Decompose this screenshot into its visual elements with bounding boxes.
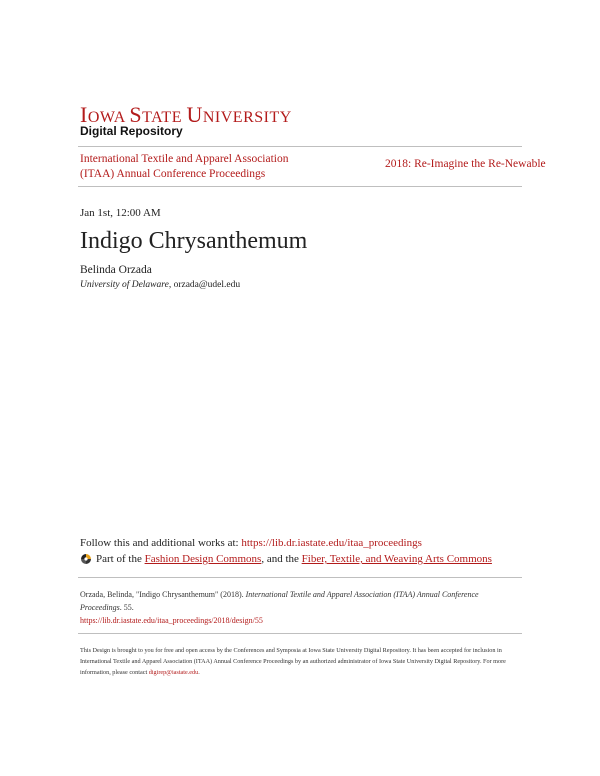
affiliation-email: , orzada@udel.edu: [168, 280, 241, 290]
citation-journal: International Textile and Apparel Association (ITAA) Annual Conference Proceedings: [80, 590, 479, 612]
header-bottom-divider: [78, 186, 522, 187]
contact-email-link[interactable]: digirep@iastate.edu: [148, 669, 199, 676]
citation-url-link[interactable]: https://lib.dr.iastate.edu/itaa_proceedings/2018/design/55: [80, 616, 263, 625]
logo-letters: NIVERSITY: [202, 109, 292, 126]
commons-network-icon: [80, 553, 92, 565]
logo-letter: I: [80, 102, 88, 127]
follow-line: [80, 537, 422, 549]
author-affiliation: [80, 280, 240, 290]
follow-prefix: Follow this and additional works at:: [80, 537, 242, 549]
logo-letters: OWA: [87, 109, 130, 126]
part-of-middle: , and the: [261, 553, 299, 565]
logo-letter: U: [186, 102, 203, 127]
header-top-divider: [78, 146, 522, 147]
affiliation-institution: University of Delaware: [80, 280, 169, 290]
citation-suffix: . 55.: [119, 603, 134, 612]
logo-subtitle: Digital Repository: [80, 124, 183, 138]
notice-top-divider: [78, 633, 522, 634]
citation-prefix: Orzada, Belinda, "Indigo Chrysanthemum" (2018).: [80, 590, 246, 599]
series-name-link[interactable]: International Textile and Apparel Association (ITAA) Annual Conference Proceedings: [80, 153, 289, 180]
citation-top-divider: [78, 577, 522, 578]
fashion-design-commons-link[interactable]: Fashion Design Commons: [144, 553, 262, 565]
proceedings-url-link[interactable]: https://lib.dr.iastate.edu/itaa_proceedings: [241, 537, 422, 549]
issue-name-link[interactable]: 2018: Re-Imagine the Re-Newable: [385, 158, 546, 170]
notice-text: This Design is brought to you for free and open access by the Conferences and Symposia at Iowa State University Digital Repository. It has been accepted for inclusion in International Textile and Apparel Association (ITAA) Annual Conference Proceedings by an authorized administrator of Iowa State University Digital Repository. For more information, please contact: [80, 647, 506, 676]
part-of-line: [80, 553, 492, 565]
article-date: Jan 1st, 12:00 AM: [80, 207, 161, 219]
fiber-textile-commons-link[interactable]: Fiber, Textile, and Weaving Arts Commons: [301, 553, 492, 565]
article-author: Belinda Orzada: [80, 264, 152, 276]
logo-letter: S: [129, 102, 143, 127]
notice-end: .: [198, 669, 200, 676]
article-title: Indigo Chrysanthemum: [80, 228, 308, 254]
recommended-citation: [80, 588, 520, 627]
access-notice: [80, 645, 522, 678]
part-of-prefix: Part of the: [96, 553, 142, 565]
logo-letters: TATE: [142, 109, 187, 126]
